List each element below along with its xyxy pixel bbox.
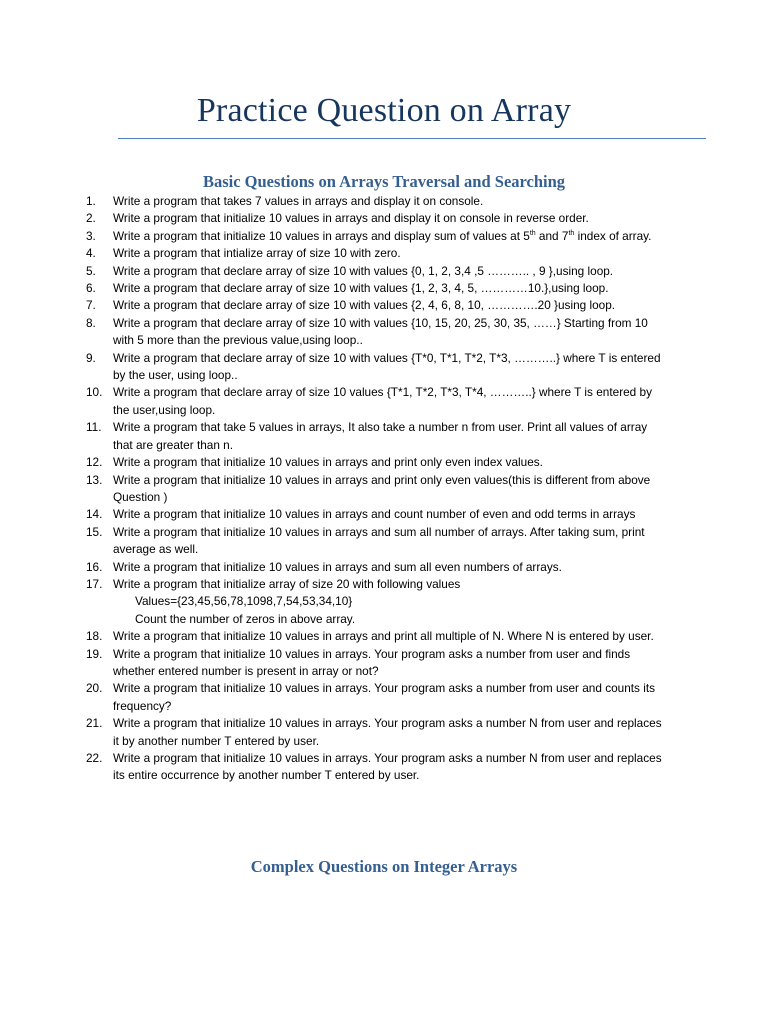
count-line: Count the number of zeros in above array. — [135, 611, 356, 626]
item-text: Write a program that declare array of size 10 with values {1, 2, 3, 4, 5, …………10.},using loop. — [113, 281, 609, 296]
item-text: Write a program that initialize 10 values in arrays and print only even values(this is different from above Question ) — [113, 472, 651, 504]
list-item — [86, 193, 666, 210]
list-item — [86, 210, 666, 227]
item-number: 22. — [86, 751, 103, 765]
item-number: 16. — [86, 559, 103, 574]
list-item — [86, 419, 666, 454]
item-text: Write a program that initialize 10 values in arrays and print only even index values. — [113, 455, 543, 470]
item-text: Write a program that initialize 10 values in arrays. Your program asks a number from user and counts its frequency? — [113, 681, 656, 713]
list-item — [86, 646, 666, 681]
question-list — [86, 193, 666, 785]
item-text: Write a program that initialize 10 values in arrays and display sum of values at 5th and 7th index of array. — [113, 228, 652, 243]
item-text: Write a program that takes 7 values in arrays and display it on console. — [113, 194, 484, 208]
list-item — [86, 454, 666, 471]
item-number: 20. — [86, 681, 103, 696]
item-text: Write a program that take 5 values in arrays, It also take a number n from user. Print all values of array that are greater than n. — [113, 420, 648, 452]
item-text: Write a program that initialize 10 values in arrays and display it on console in reverse order. — [113, 211, 589, 226]
item-number: 3. — [86, 228, 96, 243]
item-text: Write a program that intialize array of size 10 with zero. — [113, 246, 401, 261]
list-item — [86, 628, 666, 645]
item-number: 21. — [86, 716, 103, 731]
item-number: 18. — [86, 629, 103, 644]
item-text: Write a program that initialize 10 values in arrays and count number of even and odd terms in arrays — [113, 507, 636, 522]
item-number: 6. — [86, 281, 96, 296]
item-number: 14. — [86, 507, 103, 522]
list-item — [86, 576, 666, 628]
page-title: Practice Question on Array — [196, 92, 572, 129]
item-text: Write a program that declare array of size 10 values {T*1, T*2, T*3, T*4, ………..} where T is entered by the user,using loop. — [113, 385, 652, 417]
list-item — [86, 245, 666, 262]
item-number: 1. — [86, 194, 96, 208]
item-number: 2. — [86, 211, 96, 226]
item-number: 4. — [86, 246, 96, 261]
title-divider — [118, 138, 706, 139]
item-number: 9. — [86, 350, 96, 365]
list-item — [86, 315, 666, 350]
section-heading-complex: Complex Questions on Integer Arrays — [250, 857, 518, 876]
list-item — [86, 506, 666, 523]
list-item — [86, 384, 666, 419]
item-text: Write a program that declare array of size 10 with values {T*0, T*1, T*2, T*3, ………..} where T is entered by the user, using loop.. — [113, 350, 661, 383]
item-number: 19. — [86, 646, 103, 661]
list-item — [86, 297, 666, 314]
list-item — [86, 715, 666, 750]
section-heading-basic: Basic Questions on Arrays Traversal and Searching — [202, 172, 566, 191]
item-text: Write a program that initialize array of size 20 with following values Values={23,45,56,78,1098,7,54,53,34,10} Count the number of zeros in above array. — [113, 576, 666, 628]
item-number: 11. — [86, 420, 102, 435]
list-item — [86, 524, 666, 559]
item-text: Write a program that declare array of size 10 with values {0, 1, 2, 3,4 ,5 ……….. , 9 },using loop. — [113, 263, 614, 278]
list-item — [86, 472, 666, 507]
item-text: Write a program that initialize 10 values in arrays. Your program asks a number N from user and replaces its entire occurrence by another number T entered by user. — [113, 751, 662, 783]
values-line: Values={23,45,56,78,1098,7,54,53,34,10} — [135, 594, 353, 609]
item-number: 10. — [86, 385, 103, 400]
list-item — [86, 350, 666, 385]
list-item — [86, 263, 666, 280]
item-text: Write a program that initialize 10 values in arrays. Your program asks a number from user and finds whether entered number is present in array or not? — [113, 646, 631, 678]
item-text: Write a program that declare array of size 10 with values {10, 15, 20, 25, 30, 35, ……} Starting from 10 with 5 more than the previous value,using loop.. — [113, 315, 648, 348]
item-number: 8. — [86, 315, 96, 330]
list-item — [86, 228, 666, 245]
item-number: 12. — [86, 455, 103, 470]
item-number: 5. — [86, 263, 96, 278]
item-text: Write a program that initialize 10 values in arrays. Your program asks a number N from user and replaces it by another number T entered by user. — [113, 716, 662, 748]
list-item — [86, 559, 666, 576]
item-text: Write a program that declare array of size 10 with values {2, 4, 6, 8, 10, ………….20 }using loop. — [113, 298, 616, 313]
list-item — [86, 680, 666, 715]
item-number: 7. — [86, 298, 96, 313]
list-item — [86, 750, 666, 785]
item-number: 15. — [86, 524, 103, 539]
item-number: 17. — [86, 576, 103, 591]
item-text: Write a program that initialize 10 values in arrays and sum all even numbers of arrays. — [113, 559, 562, 574]
list-item — [86, 280, 666, 297]
item-number: 13. — [86, 472, 103, 487]
item-text: Write a program that initialize 10 values in arrays and sum all number of arrays. After taking sum, print average as well. — [113, 524, 645, 557]
item-text: Write a program that initialize 10 values in arrays and print all multiple of N. Where N is entered by user. — [113, 629, 654, 644]
